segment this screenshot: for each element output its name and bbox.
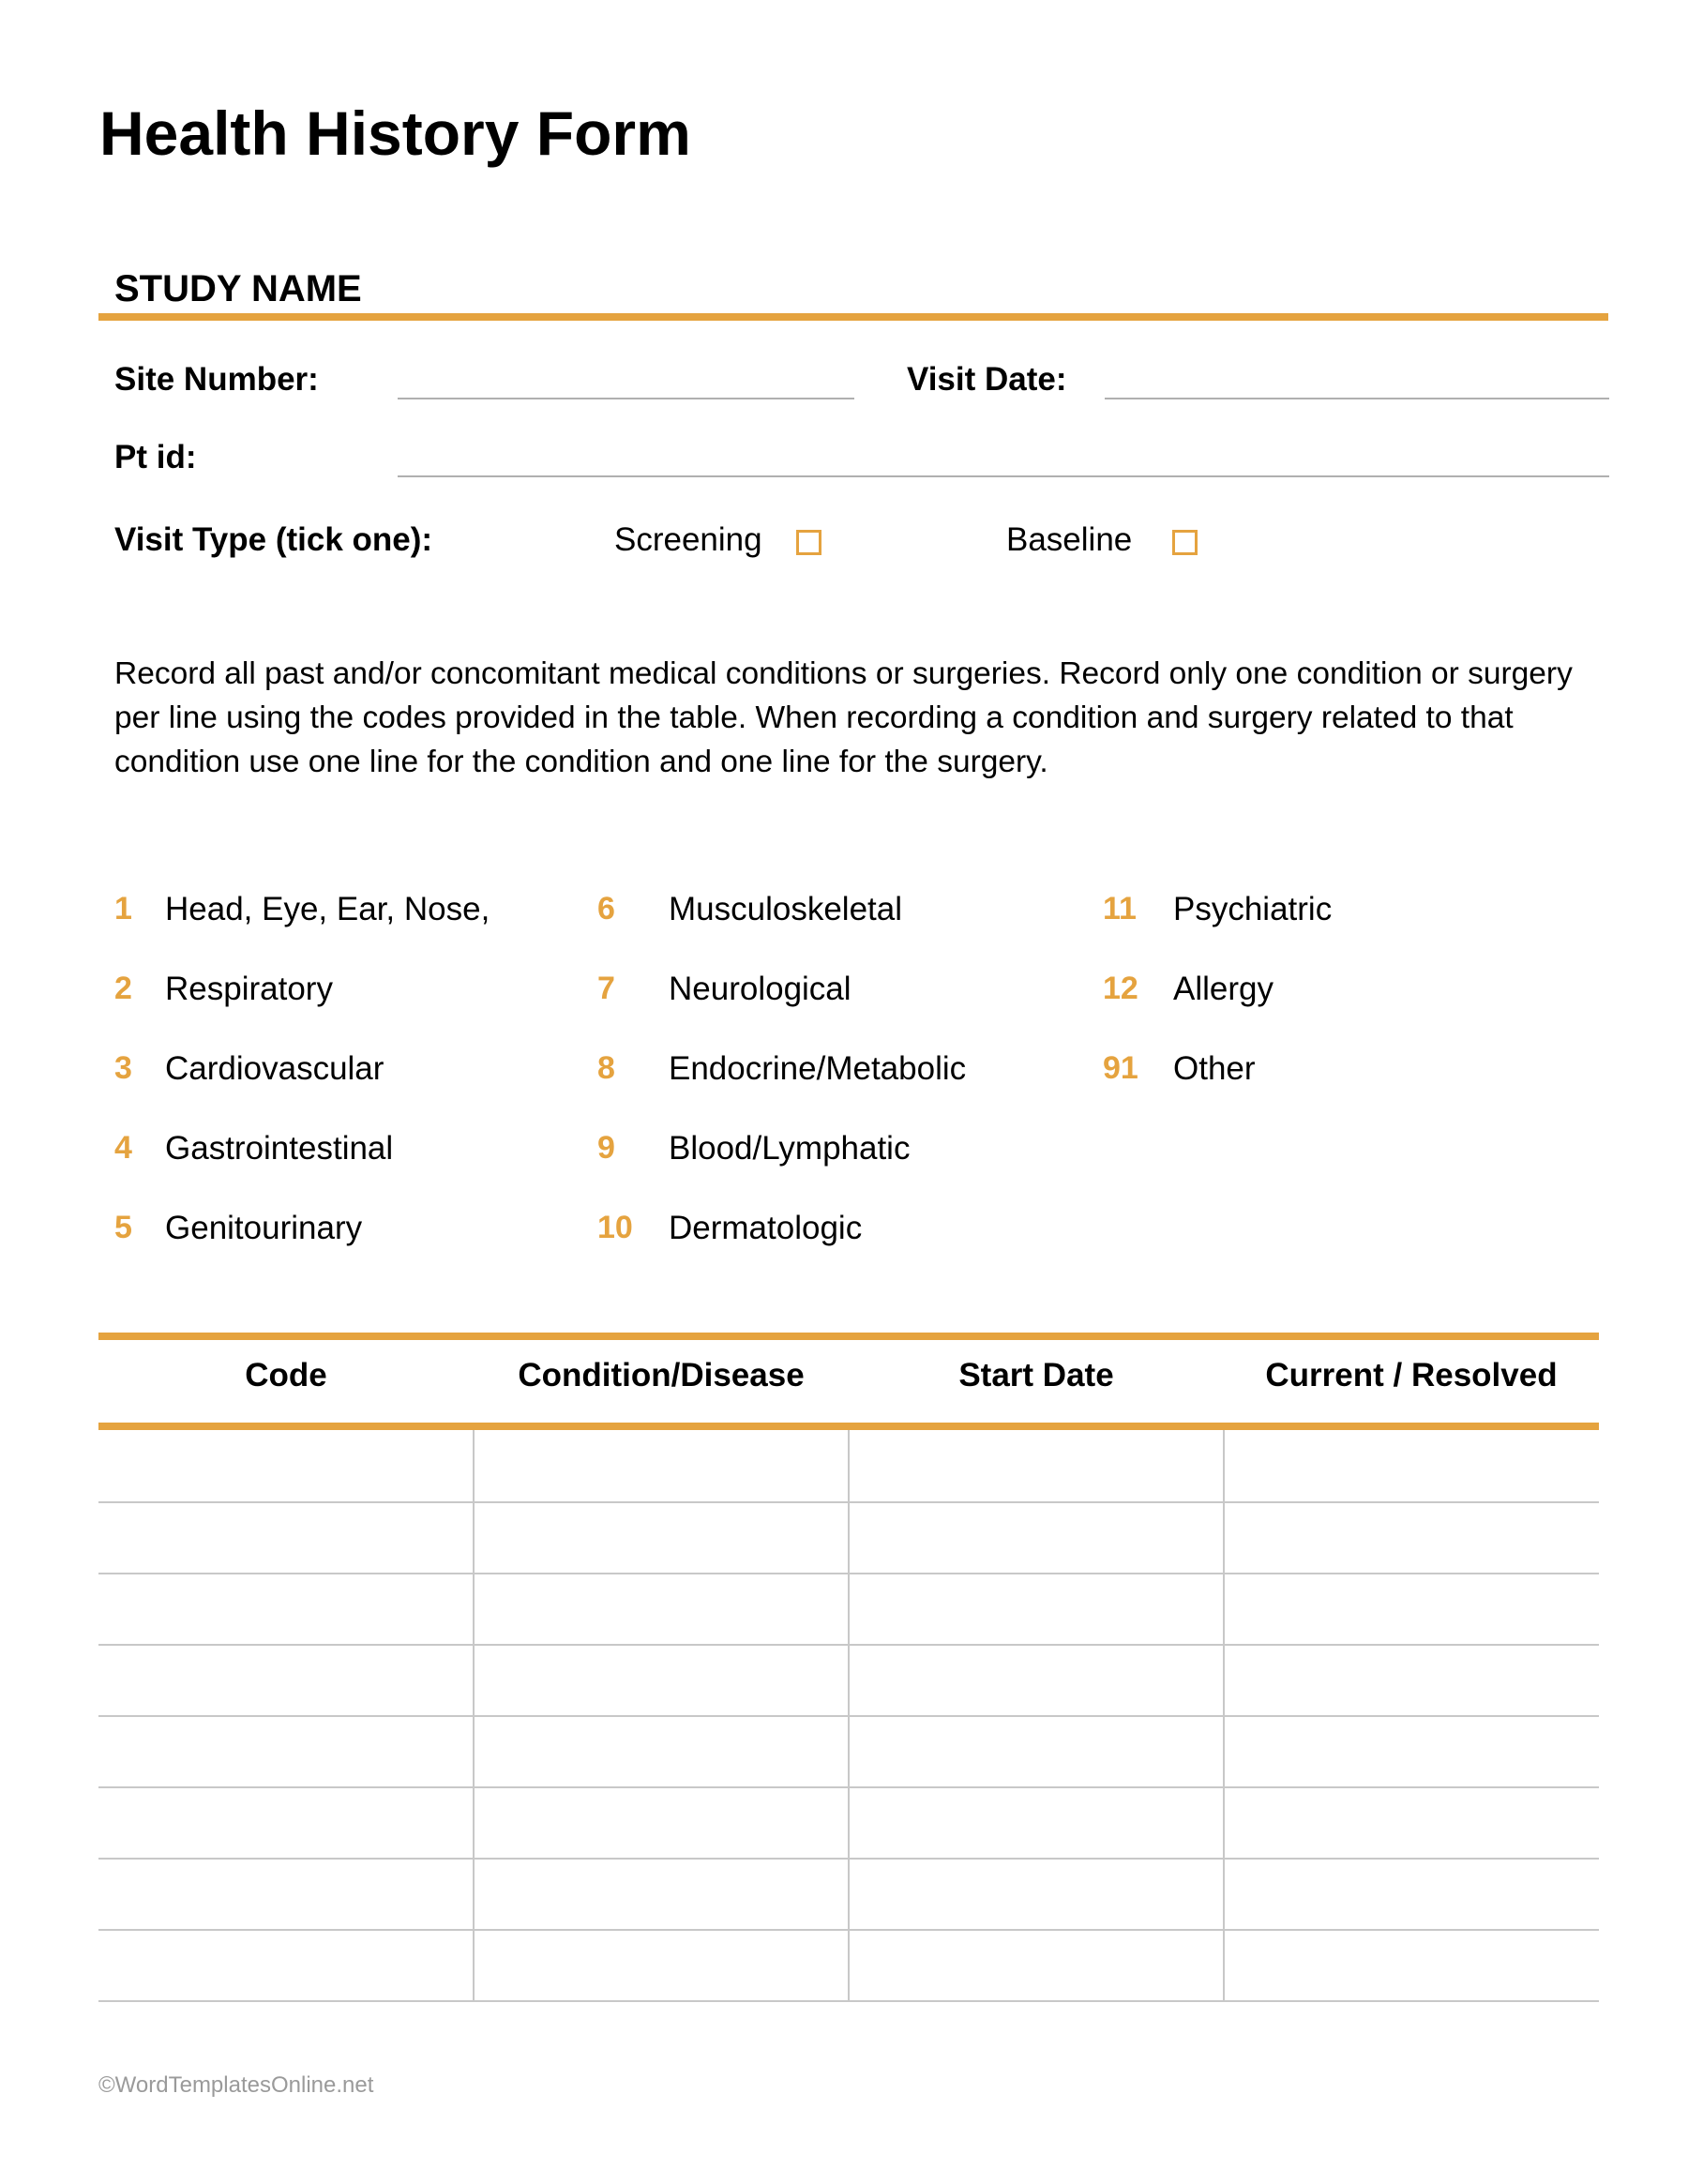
table-row-line bbox=[98, 1644, 1599, 1646]
site-number-label: Site Number: bbox=[114, 361, 319, 398]
code-number: 9 bbox=[597, 1130, 615, 1166]
code-label: Endocrine/Metabolic bbox=[669, 1050, 967, 1087]
visit-date-field[interactable] bbox=[1105, 398, 1609, 399]
code-number: 4 bbox=[114, 1130, 132, 1166]
code-number: 5 bbox=[114, 1210, 132, 1245]
pt-id-field[interactable] bbox=[398, 475, 1609, 477]
code-label: Cardiovascular bbox=[165, 1050, 384, 1087]
code-number: 7 bbox=[597, 971, 615, 1006]
pt-id-label: Pt id: bbox=[114, 439, 197, 475]
code-label: Gastrointestinal bbox=[165, 1130, 394, 1167]
code-number: 2 bbox=[114, 971, 132, 1006]
code-label: Allergy bbox=[1173, 971, 1274, 1007]
table-row-line bbox=[98, 1786, 1599, 1788]
code-label: Blood/Lymphatic bbox=[669, 1130, 911, 1167]
table-row-line bbox=[98, 1501, 1599, 1503]
screening-checkbox[interactable] bbox=[796, 530, 821, 555]
code-label: Other bbox=[1173, 1050, 1256, 1087]
column-header-status: Current / Resolved bbox=[1265, 1357, 1558, 1393]
table-top-rule bbox=[98, 1333, 1599, 1340]
code-label: Musculoskeletal bbox=[669, 891, 902, 927]
column-header-code: Code bbox=[245, 1357, 327, 1393]
baseline-checkbox[interactable] bbox=[1172, 530, 1198, 555]
visit-type-label: Visit Type (tick one): bbox=[114, 521, 433, 558]
visit-type-option-screening: Screening bbox=[614, 521, 762, 558]
code-label: Respiratory bbox=[165, 971, 333, 1007]
code-number: 10 bbox=[597, 1210, 633, 1245]
code-number: 3 bbox=[114, 1050, 132, 1086]
study-name-heading: STUDY NAME bbox=[114, 268, 362, 309]
visit-type-option-baseline: Baseline bbox=[1006, 521, 1133, 558]
table-row-line bbox=[98, 2000, 1599, 2002]
table-row-line bbox=[98, 1715, 1599, 1717]
column-header-start-date: Start Date bbox=[958, 1357, 1114, 1393]
page-title: Health History Form bbox=[99, 98, 691, 168]
code-label: Neurological bbox=[669, 971, 852, 1007]
watermark: ©WordTemplatesOnline.net bbox=[98, 2072, 374, 2098]
code-label: Psychiatric bbox=[1173, 891, 1333, 927]
code-number: 6 bbox=[597, 891, 615, 926]
instructions-paragraph: Record all past and/or concomitant medical conditions or surgeries. Record only one condition or surgery per line using the codes provided in the table. When recording a condition and surgery related to that condition use one line for the condition and one line for the surgery. bbox=[114, 656, 1573, 779]
table-row-line bbox=[98, 1858, 1599, 1860]
code-number: 91 bbox=[1103, 1050, 1138, 1086]
code-label: Genitourinary bbox=[165, 1210, 363, 1246]
code-number: 8 bbox=[597, 1050, 615, 1086]
code-number: 11 bbox=[1103, 891, 1137, 926]
code-number: 12 bbox=[1103, 971, 1138, 1006]
table-header-rule bbox=[98, 1423, 1599, 1430]
visit-date-label: Visit Date: bbox=[907, 361, 1067, 398]
code-label: Head, Eye, Ear, Nose, bbox=[165, 891, 490, 927]
code-number: 1 bbox=[114, 891, 132, 926]
study-name-divider bbox=[98, 313, 1608, 321]
code-label: Dermatologic bbox=[669, 1210, 863, 1246]
table-row-line bbox=[98, 1573, 1599, 1574]
site-number-field[interactable] bbox=[398, 398, 854, 399]
table-row-line bbox=[98, 1929, 1599, 1931]
column-header-condition: Condition/Disease bbox=[518, 1357, 805, 1393]
